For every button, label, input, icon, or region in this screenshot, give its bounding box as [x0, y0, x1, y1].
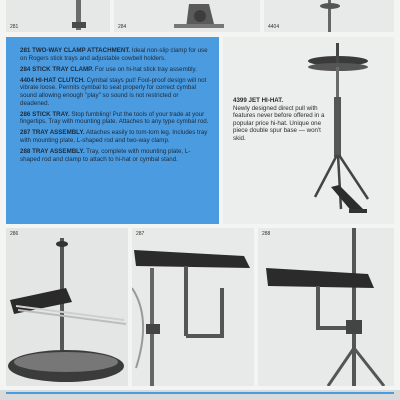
tray-assembly-stand-image — [258, 228, 394, 386]
item-287: 287 TRAY ASSEMBLY. Attaches easily to tom-tom leg. Includes tray with mounting plate, L-shaped rod and two-way clamp. — [20, 129, 208, 144]
bottom-rule — [0, 390, 400, 400]
photo-number: 281 — [10, 24, 19, 30]
photo-number: 284 — [118, 24, 127, 30]
stick-tray-image — [6, 228, 128, 386]
item-286: 286 STICK TRAY. Stop fumbling! Put the tools of your trade at your fingertips. Tray with mounting plate. Attaches to any type cymbal rod. — [20, 110, 209, 126]
descriptions-panel — [6, 37, 219, 224]
item-4404: 4404 HI-HAT CLUTCH. Cymbal stays put! Fool-proof design will not vibrate loose. Permits cymbal to seat properly for correct cymbal sound allowing enough "play" so sound is not restricted or deadened. — [20, 76, 207, 107]
photo-281 — [6, 0, 110, 32]
photo-number: 287 — [136, 231, 145, 237]
photo-4399 — [223, 37, 394, 224]
photo-284 — [114, 0, 260, 32]
photo-288 — [258, 228, 394, 386]
photo-286 — [6, 228, 128, 386]
photo-number: 288 — [262, 231, 271, 237]
item-281: 281 TWO-WAY CLAMP ATTACHMENT. Ideal non-slip clamp for use on Rogers stick trays and adjustable cowbell holders. — [20, 47, 208, 62]
photo-number: 286 — [10, 231, 19, 237]
stick-tray-clamp-image — [114, 0, 260, 32]
item-288: 288 TRAY ASSEMBLY. Tray, complete with mounting plate, L-shaped rod and clamp to attach to hi-hat or cymbal stand. — [20, 148, 191, 163]
tray-assembly-tom-leg-image — [132, 228, 254, 386]
photo-287 — [132, 228, 254, 386]
hi-hat-description: 4399 JET HI-HAT. Newly designed direct pull with features never before offered in a popular price hi-hat. Unique one piece double spur base — won't skid. — [233, 97, 325, 142]
hi-hat-clutch-image — [264, 0, 394, 32]
item-284: 284 STICK TRAY CLAMP. For use on hi-hat stick tray assembly. — [20, 65, 197, 73]
two-way-clamp-image — [6, 0, 110, 32]
photo-4404 — [264, 0, 394, 32]
photo-number: 4404 — [268, 24, 280, 30]
